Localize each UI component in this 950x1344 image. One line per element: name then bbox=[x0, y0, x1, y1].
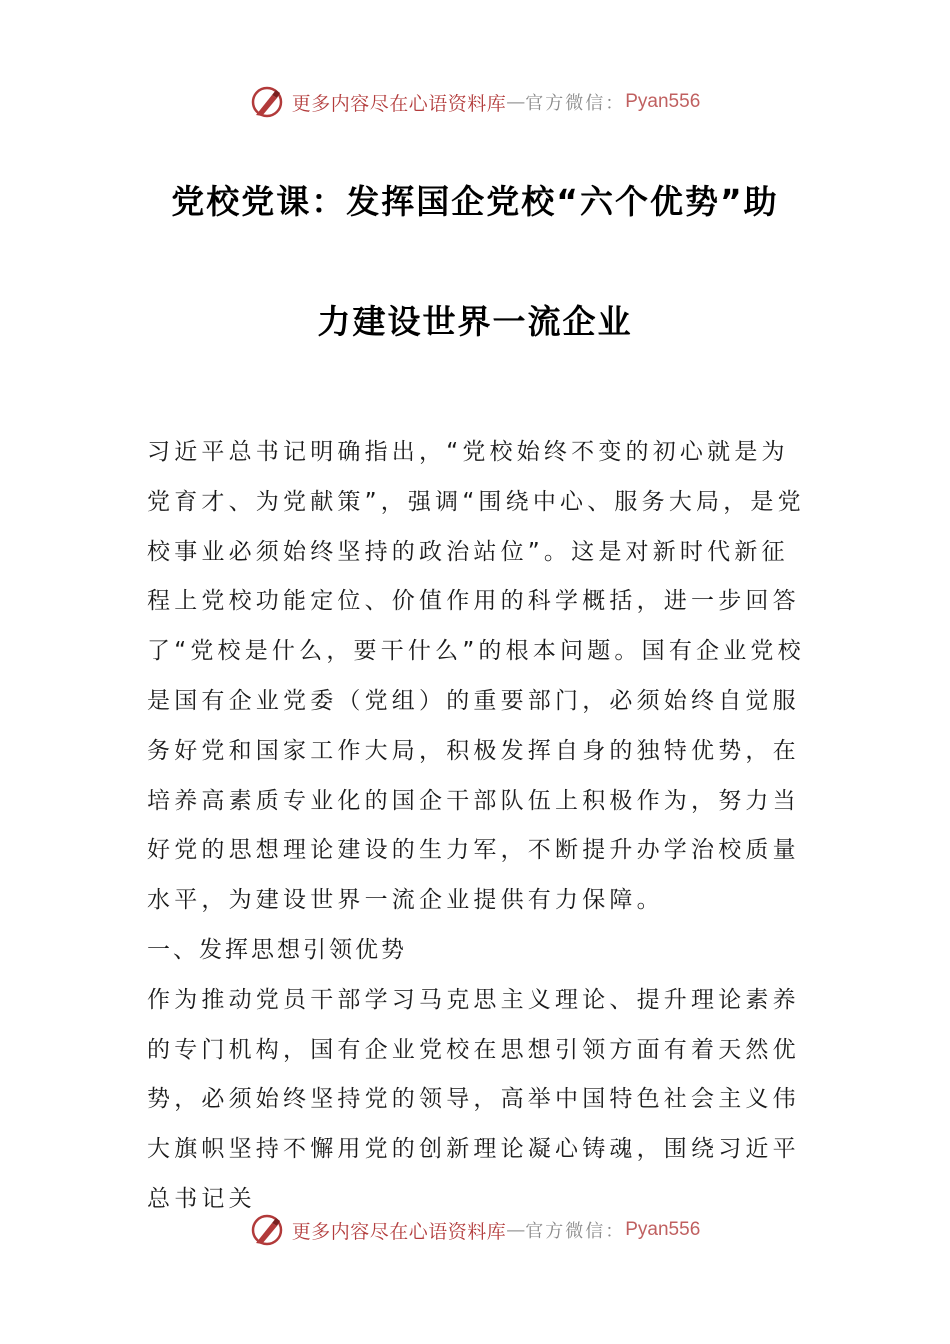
paragraph-section-1: 作为推动党员干部学习马克思主义理论、提升理论素养的专门机构，国有企业党校在思想引领方面有着天然优势，必须始终坚持党的领导，高举中国特色社会主义伟大旗帜坚持不懈用党的创新理论凝心铸魂，围绕习近平总书记关 bbox=[147, 986, 800, 1212]
footer-watermark bbox=[0, 1210, 950, 1250]
watermark-wechat-id: Pyan556 bbox=[625, 91, 701, 112]
watermark-separator: — bbox=[506, 1219, 526, 1241]
watermark-separator: — bbox=[506, 91, 526, 113]
document-title-line-1: 党校党课：发挥国企党校“六个优势”助 bbox=[171, 182, 779, 221]
paragraph-intro: 习近平总书记明确指出，“党校始终不变的初心就是为党育才、为党献策”，强调“围绕中心、服务大局，是党校事业必须始终坚持的政治站位”。这是对新时代新征程上党校功能定位、价值作用的科学概括，进一步回答了“党校是什么，要干什么”的根本问题。国有企业党校是国有企业党委（党组）的重要部门，必须始终自觉服务好党和国家工作大局，积极发挥自身的独特优势，在培养高素质专业化的国企干部队伍上积极作为，努力当好党的思想理论建设的生力军，不断提升办学治校质量水平，为建设世界一流企业提供有力保障。 bbox=[147, 439, 805, 914]
document-body bbox=[147, 428, 807, 1225]
watermark-wechat-label: 官方微信： bbox=[525, 93, 626, 114]
section-heading-1: 一、发挥思想引领优势 bbox=[147, 936, 407, 963]
watermark-text: 更多内容尽在心语资料库 bbox=[291, 1220, 507, 1243]
watermark-wechat-id: Pyan556 bbox=[625, 1219, 701, 1240]
pen-nib-circle-icon bbox=[250, 85, 284, 119]
pen-nib-circle-icon bbox=[250, 1213, 284, 1247]
watermark-wechat-label: 官方微信： bbox=[525, 1221, 626, 1242]
header-watermark bbox=[0, 82, 950, 122]
watermark-text: 更多内容尽在心语资料库 bbox=[291, 92, 507, 115]
document-title-line-2: 力建设世界一流企业 bbox=[317, 302, 633, 341]
